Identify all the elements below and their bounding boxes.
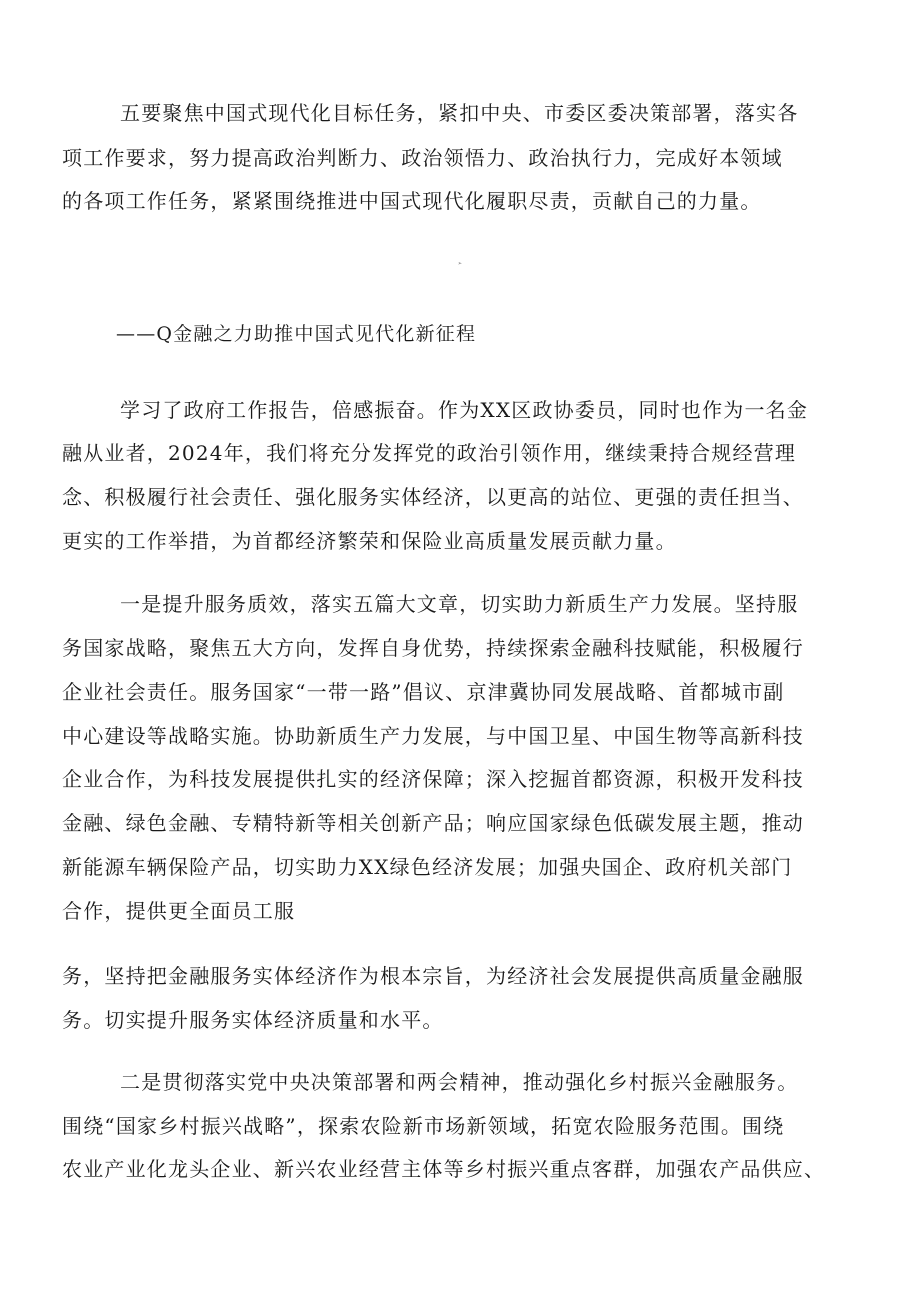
paragraph-line: 更实的工作举措，为首都经济繁荣和保险业高质量发展贡献力量。 [62, 529, 677, 553]
paragraph-line: 金融、绿色金融、专精特新等相关创新产品；响应国家绿色低碳发展主题，推动 [62, 811, 804, 835]
paragraph-line: 新能源车辆保险产品，切实助力XX绿色经济发展；加强央国企、政府机关部门 [62, 855, 793, 879]
paragraph-line: 五要聚焦中国式现代化目标任务，紧扣中央、市委区委决策部署，落实各 [120, 101, 799, 125]
paragraph-line: 融从业者，2024年，我们将充分发挥党的政治引领作用，继续秉持合规经营理 [62, 441, 797, 465]
paragraph-line: 中心建设等战略实施。协助新质生产力发展，与中国卫星、中国生物等高新科技 [62, 724, 804, 748]
paragraph-line: 企业社会责任。服务国家“一带一路”倡议、京津冀协同发展战略、首都城市副 [62, 680, 785, 704]
section-divider: JW— [458, 263, 462, 265]
paragraph-line: 一是提升服务质效，落实五篇大文章，切实助力新质生产力发展。坚持服 [120, 592, 799, 616]
paragraph-line: 企业合作，为科技发展提供扎实的经济保障；深入挖掘首都资源，积极开发科技 [62, 767, 804, 791]
paragraph-line: 围绕“国家乡村振兴战略”，探索农险新市场新领域，拓宽农险服务范围。围绕 [62, 1114, 785, 1138]
paragraph-line: 务国家战略，聚焦五大方向，发挥自身优势，持续探索金融科技赋能，积极履行 [62, 636, 804, 660]
paragraph-line: 合作，提供更全面员工服 [62, 899, 296, 923]
paragraph-line: 学习了政府工作报告，倍感振奋。作为XX区政协委员，同时也作为一名金 [120, 398, 809, 422]
paragraph-line: 农业产业化龙头企业、新兴农业经营主体等乡村振兴重点客群，加强农产品供应、 [62, 1157, 826, 1181]
paragraph-line: 务。切实提升服务实体经济质量和水平。 [62, 1008, 444, 1032]
paragraph-line: 的各项工作任务，紧紧围绕推进中国式现代化履职尽责，贡献自己的力量。 [62, 189, 762, 213]
subtitle: ——Q金融之力助推中国式见代化新征程 [116, 323, 477, 345]
paragraph-line: 二是贯彻落实党中央决策部署和两会精神，推动强化乡村振兴金融服务。 [120, 1070, 799, 1094]
paragraph-line: 项工作要求，努力提高政治判断力、政治领悟力、政治执行力，完成好本领域 [62, 146, 783, 170]
paragraph-line: 务，坚持把金融服务实体经济作为根本宗旨，为经济社会发展提供高质量金融服 [62, 964, 804, 988]
paragraph-line: 念、积极履行社会责任、强化服务实体经济，以更高的站位、更强的责任担当、 [62, 485, 804, 509]
